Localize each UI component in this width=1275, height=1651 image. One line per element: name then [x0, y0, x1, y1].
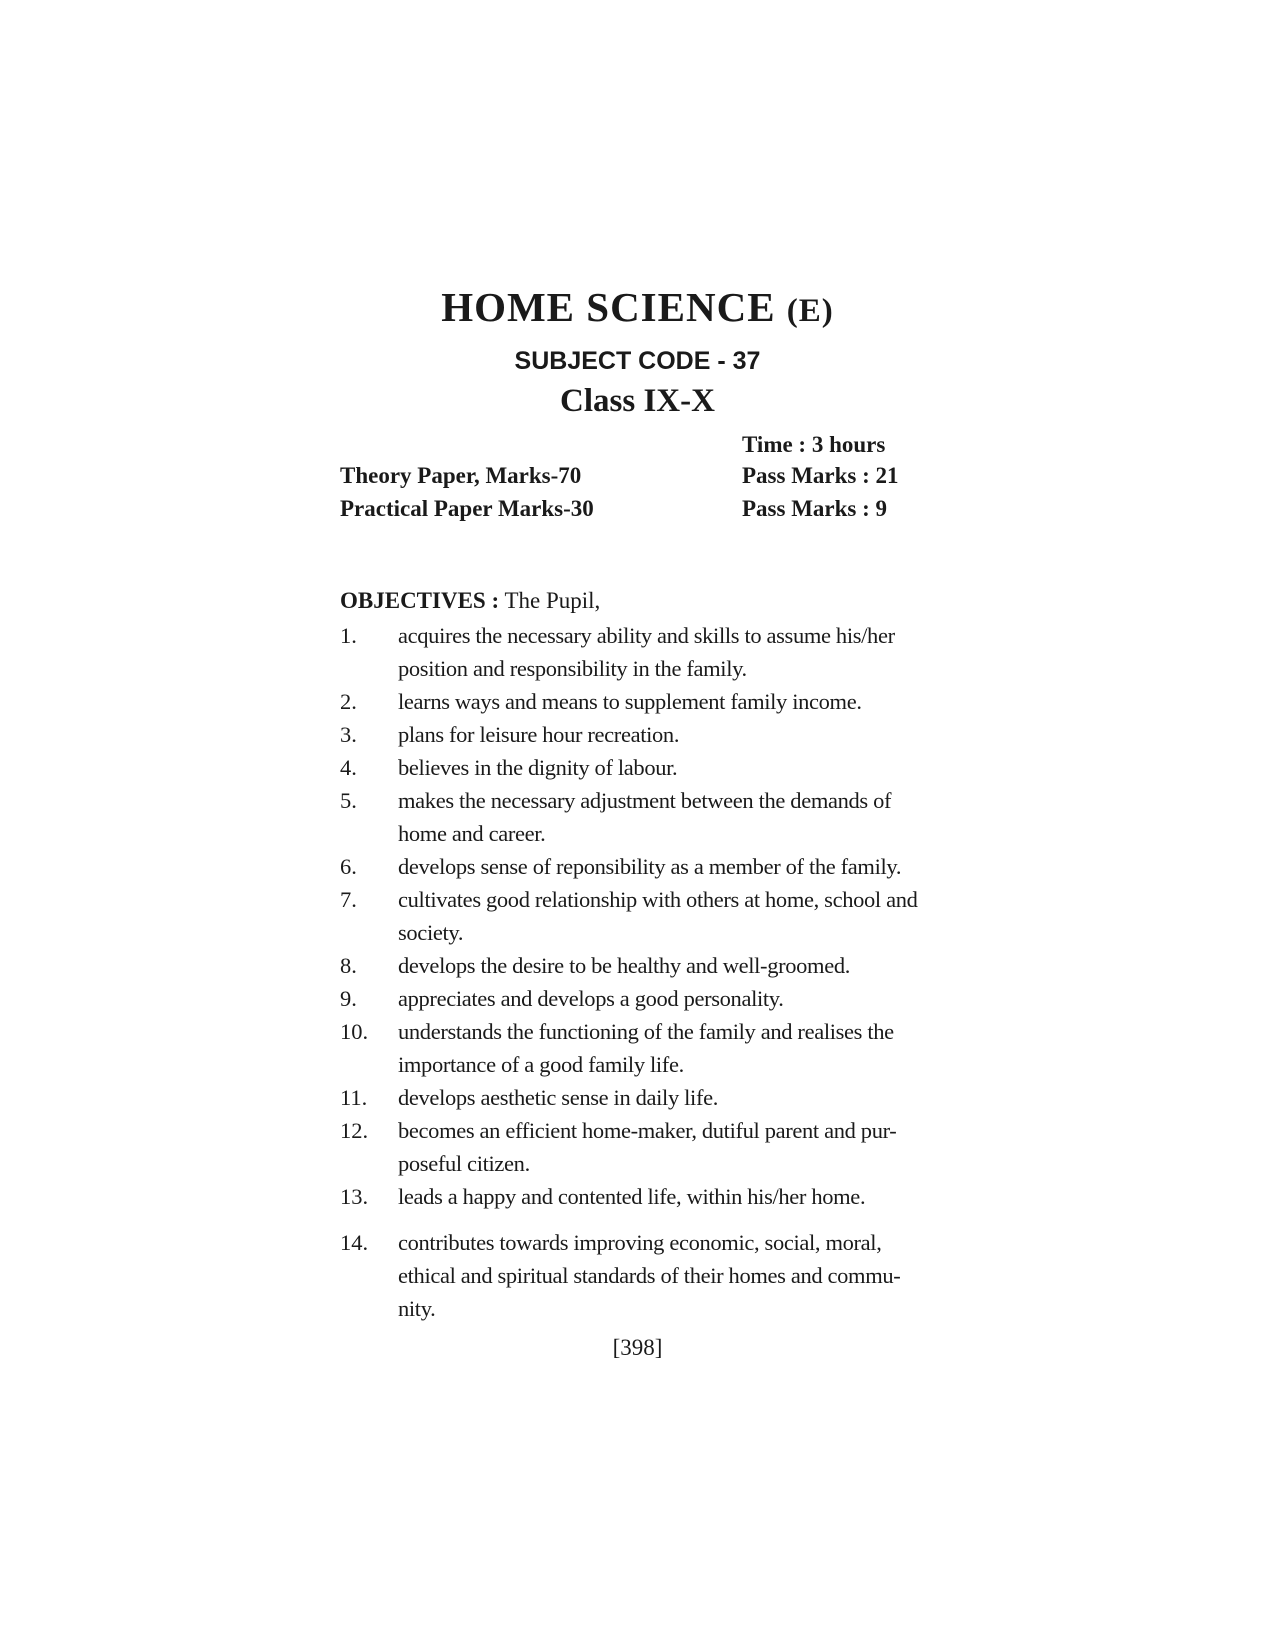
item-number: 8.: [340, 953, 357, 978]
list-item: [340, 619, 940, 685]
list-item: [340, 751, 940, 784]
item-number: 12.: [340, 1118, 369, 1143]
list-item: [340, 1180, 940, 1213]
item-text: cultivates good relationship with others at home, school and society.: [398, 887, 918, 945]
item-number: 13.: [340, 1184, 369, 1209]
list-item: [340, 850, 940, 883]
practical-pass-marks: Pass Marks : 9: [742, 496, 888, 521]
item-number: 9.: [340, 986, 357, 1011]
list-item: [340, 784, 940, 850]
item-text: plans for leisure hour recreation.: [398, 722, 680, 747]
list-item: [340, 1015, 940, 1081]
list-item: [340, 1081, 940, 1114]
item-number: 11.: [340, 1085, 368, 1110]
item-text: acquires the necessary ability and skills to assume his/her position and responsibility in the family.: [398, 623, 895, 681]
item-number: 14.: [340, 1230, 369, 1255]
list-item: [340, 982, 940, 1015]
list-item: [340, 718, 940, 751]
objectives-intro: The Pupil,: [504, 588, 601, 613]
subject-code: SUBJECT CODE - 37: [514, 347, 761, 375]
page-title: [0, 283, 1275, 331]
theory-pass-marks: Pass Marks : 21: [742, 463, 899, 488]
item-text: learns ways and means to supplement family income.: [398, 689, 862, 714]
item-text: contributes towards improving economic, social, moral, ethical and spiritual standards of their homes and commu- nity.: [398, 1230, 901, 1321]
title-suffix: (E): [786, 293, 834, 329]
item-text: becomes an efficient home-maker, dutiful parent and pur- poseful citizen.: [398, 1118, 897, 1176]
item-number: 4.: [340, 755, 357, 780]
item-number: 7.: [340, 887, 357, 912]
page-number: [398]: [612, 1335, 663, 1360]
list-item: [340, 949, 940, 982]
item-number: 1.: [340, 623, 357, 648]
item-number: 5.: [340, 788, 357, 813]
class-label: Class IX-X: [560, 383, 715, 419]
list-item: [340, 1114, 940, 1180]
item-text: understands the functioning of the family and realises the importance of a good family life.: [398, 1019, 894, 1077]
practical-paper-marks: Practical Paper Marks-30: [340, 496, 594, 521]
exam-time: Time : 3 hours: [742, 432, 886, 457]
item-text: develops the desire to be healthy and well-groomed.: [398, 953, 851, 978]
item-text: makes the necessary adjustment between the demands of home and career.: [398, 788, 892, 846]
list-item: [340, 1226, 940, 1325]
objectives-label: OBJECTIVES :: [340, 588, 500, 613]
item-number: 2.: [340, 689, 357, 714]
list-item: [340, 685, 940, 718]
item-text: believes in the dignity of labour.: [398, 755, 678, 780]
item-text: appreciates and develops a good personality.: [398, 986, 784, 1011]
item-text: develops aesthetic sense in daily life.: [398, 1085, 718, 1110]
title-text: HOME SCIENCE: [441, 284, 776, 330]
item-text: develops sense of reponsibility as a member of the family.: [398, 854, 902, 879]
item-number: 10.: [340, 1019, 369, 1044]
objectives-heading: [340, 588, 600, 614]
objectives-list: [340, 619, 940, 1325]
list-item: [340, 883, 940, 949]
item-text: leads a happy and contented life, within his/her home.: [398, 1184, 866, 1209]
theory-paper-marks: Theory Paper, Marks-70: [340, 463, 582, 488]
item-number: 6.: [340, 854, 357, 879]
item-number: 3.: [340, 722, 357, 747]
